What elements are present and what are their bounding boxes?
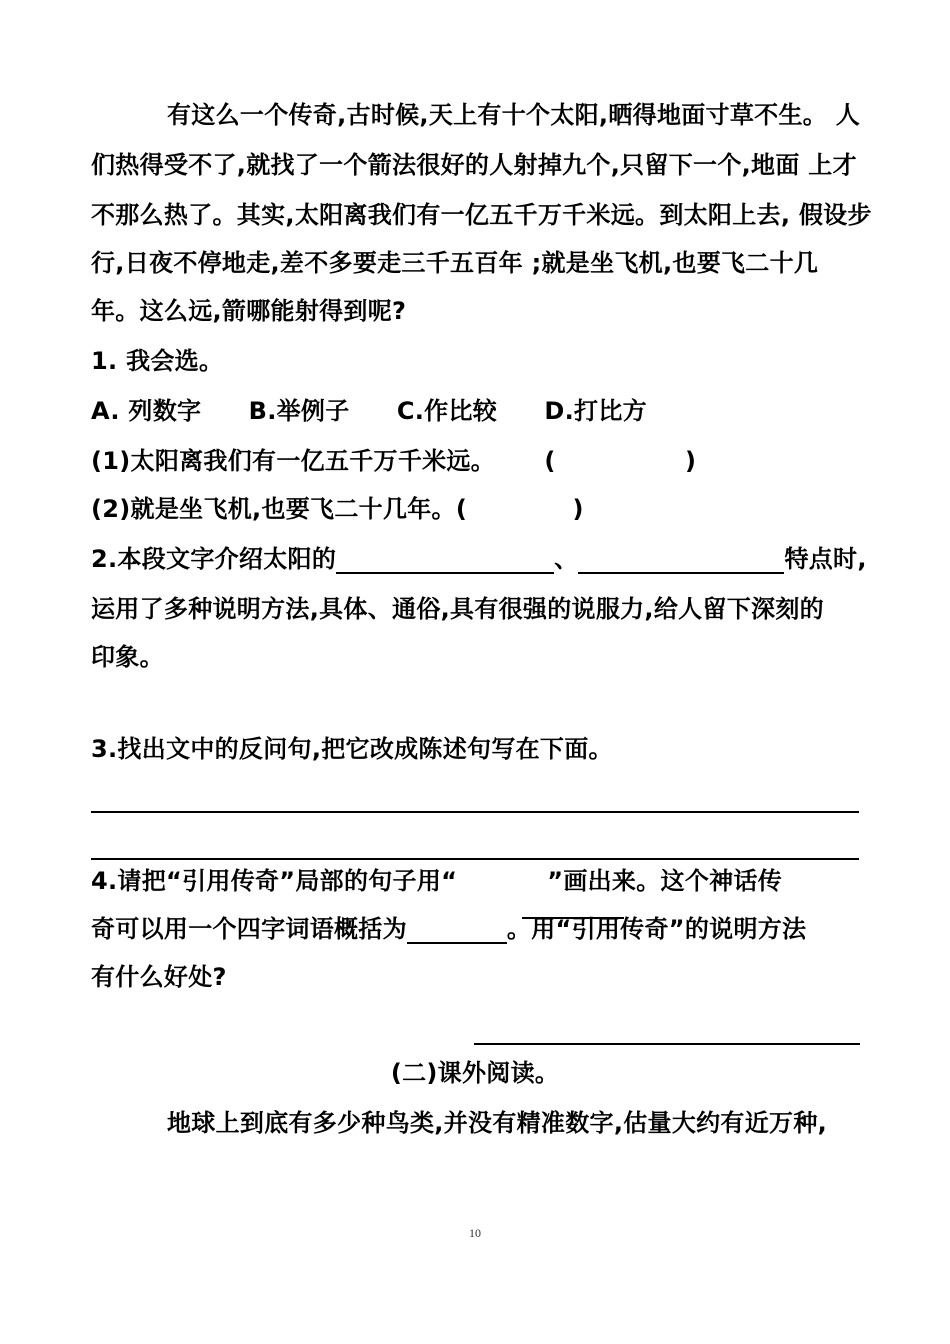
q1-item-2-close: )	[572, 495, 584, 523]
q2-separator: 、	[554, 545, 579, 573]
q2-blank-1[interactable]	[336, 546, 554, 574]
section-2-title: (二)课外阅读。	[390, 1059, 560, 1087]
q4-text-4: 。用“引用传奇”的说明方法	[506, 915, 807, 943]
q4-answer-line[interactable]	[474, 1043, 860, 1045]
q1-option-c: C.作比较	[396, 397, 498, 425]
q1-item-1-text: (1)太阳离我们有一亿五千万千米远。	[91, 447, 496, 475]
q4-text-1: 4.请把“引用传奇”局部的句子用“	[91, 867, 458, 895]
passage-line-1: 有这么一个传奇,古时候,天上有十个太阳,晒得地面寸草不生。 人	[167, 101, 861, 129]
passage-line-2: 们热得受不了,就找了一个箭法很好的人射掉九个,只留下一个,地面 上才	[91, 151, 857, 179]
q1-item-2-text: (2)就是坐飞机,也要飞二十几年。	[91, 495, 456, 523]
q2-blank-2[interactable]	[578, 546, 784, 574]
section-2-line-1: 地球上到底有多少种鸟类,并没有精准数字,估量大约有近万种,	[167, 1109, 828, 1137]
q1-title: 1. 我会选。	[91, 347, 224, 375]
q1-item-1	[91, 446, 696, 476]
passage-line-5: 年。这么远,箭哪能射得到呢?	[91, 297, 407, 325]
q1-item-1-close: )	[684, 447, 697, 475]
q4-line-1	[91, 866, 782, 896]
q2-text-1: 2.本段文字介绍太阳的	[91, 545, 337, 573]
q1-item-2	[91, 494, 584, 524]
q1-item-2-open: (	[455, 495, 468, 523]
q1-option-b: B.举例子	[248, 397, 350, 425]
page-number: 10	[469, 1226, 481, 1240]
q1-option-d: D.打比方	[544, 397, 647, 425]
q4-line-3: 有什么好处?	[91, 963, 227, 991]
q4-text-3: 奇可以用一个四字词语概括为	[91, 915, 407, 943]
q4-text-2: ”画出来。这个神话传	[547, 867, 783, 895]
q2-text-2: 特点时,	[784, 545, 867, 573]
q3-answer-line-1[interactable]	[91, 811, 859, 813]
q4-idiom-blank[interactable]	[407, 920, 507, 944]
q2-line-2: 运用了多种说明方法,具体、通俗,具有很强的说服力,给人留下深刻的	[91, 595, 824, 623]
q4-overline-mark	[522, 917, 624, 919]
q3-answer-line-2[interactable]	[91, 858, 859, 860]
passage-line-4: 行,日夜不停地走,差不多要走三千五百年 ;就是坐飞机,也要飞二十几	[91, 249, 819, 277]
q1-item-1-open: (	[544, 447, 556, 475]
q2-line-1	[91, 544, 867, 574]
passage-line-3: 不那么热了。其实,太阳离我们有一亿五千万千米远。到太阳上去, 假设步	[91, 201, 872, 229]
q1-option-a: A. 列数字	[91, 397, 202, 425]
q3-title: 3.找出文中的反问句,把它改成陈述句写在下面。	[91, 735, 613, 763]
q2-line-3: 印象。	[91, 643, 164, 671]
q1-options	[91, 396, 647, 426]
q4-line-2	[91, 914, 806, 944]
